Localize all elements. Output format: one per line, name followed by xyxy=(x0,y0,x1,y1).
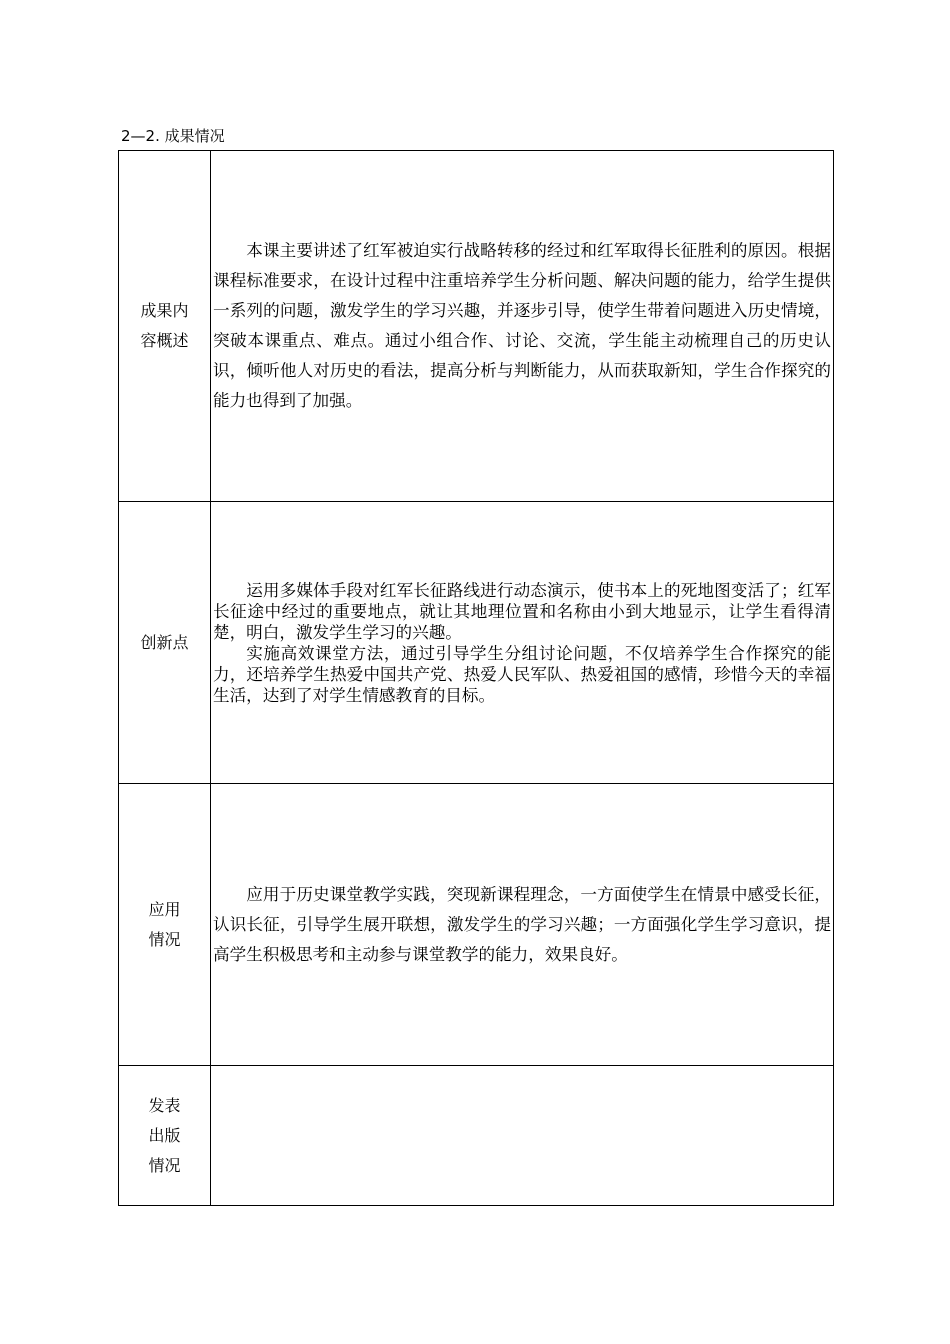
row-label-line: 创新点 xyxy=(140,632,189,652)
table-row-publication xyxy=(119,1066,834,1206)
row-label-content-summary xyxy=(119,151,211,502)
innovation-cell xyxy=(211,502,834,784)
row-label-innovation xyxy=(119,502,211,784)
publication-cell xyxy=(211,1066,834,1206)
row-label-line: 成果内 xyxy=(140,301,189,320)
application-paragraph: 应用于历史课堂教学实践，突现新课程理念，一方面使学生在情景中感受长征，认识长征，引导学生展开联想，激发学生的学习兴趣；一方面强化学生学习意识，提高学生积极思考和主动参与课堂教学的能力，效果良好。 xyxy=(213,884,831,964)
row-label-line: 出版 xyxy=(148,1125,181,1145)
innovation-paragraph-2: 实施高效课堂方法，通过引导学生分组讨论问题，不仅培养学生合作探究的能力，还培养学生热爱中国共产党、热爱人民军队、热爱祖国的感情，珍惜今天的幸福生活，达到了对学生情感教育的目标。 xyxy=(213,643,831,705)
row-label-line: 容概述 xyxy=(140,331,189,350)
results-table xyxy=(118,150,834,1206)
row-label-line: 情况 xyxy=(148,929,181,949)
content-summary-cell xyxy=(211,151,834,502)
application-cell xyxy=(211,784,834,1066)
row-label-line: 发表 xyxy=(148,1095,181,1115)
row-label-line: 应用 xyxy=(148,899,181,919)
content-summary-paragraph: 本课主要讲述了红军被迫实行战略转移的经过和红军取得长征胜利的原因。根据课程标准要求，在设计过程中注重培养学生分析问题、解决问题的能力，给学生提供一系列的问题，激发学生的学习兴趣，并逐步引导，使学生带着问题进入历史情境，突破本课重点、难点。通过小组合作、讨论、交流，学生能主动梳理自己的历史认识，倾听他人对历史的看法，提高分析与判断能力，从而获取新知，学生合作探究的能力也得到了加强。 xyxy=(213,241,831,410)
table-row-content-summary xyxy=(119,151,834,502)
table-row-application xyxy=(119,784,834,1066)
section-heading: 2—2. 成果情况 xyxy=(121,127,225,145)
row-label-application xyxy=(119,784,211,1066)
row-label-publication xyxy=(119,1066,211,1206)
innovation-paragraph-1: 运用多媒体手段对红军长征路线进行动态演示，使书本上的死地图变活了；红军长征途中经过的重要地点，就让其地理位置和名称由小到大地显示，让学生看得清楚，明白，激发学生学习的兴趣。 xyxy=(213,580,831,642)
table-row-innovation xyxy=(119,502,834,784)
row-label-line: 情况 xyxy=(148,1155,181,1175)
